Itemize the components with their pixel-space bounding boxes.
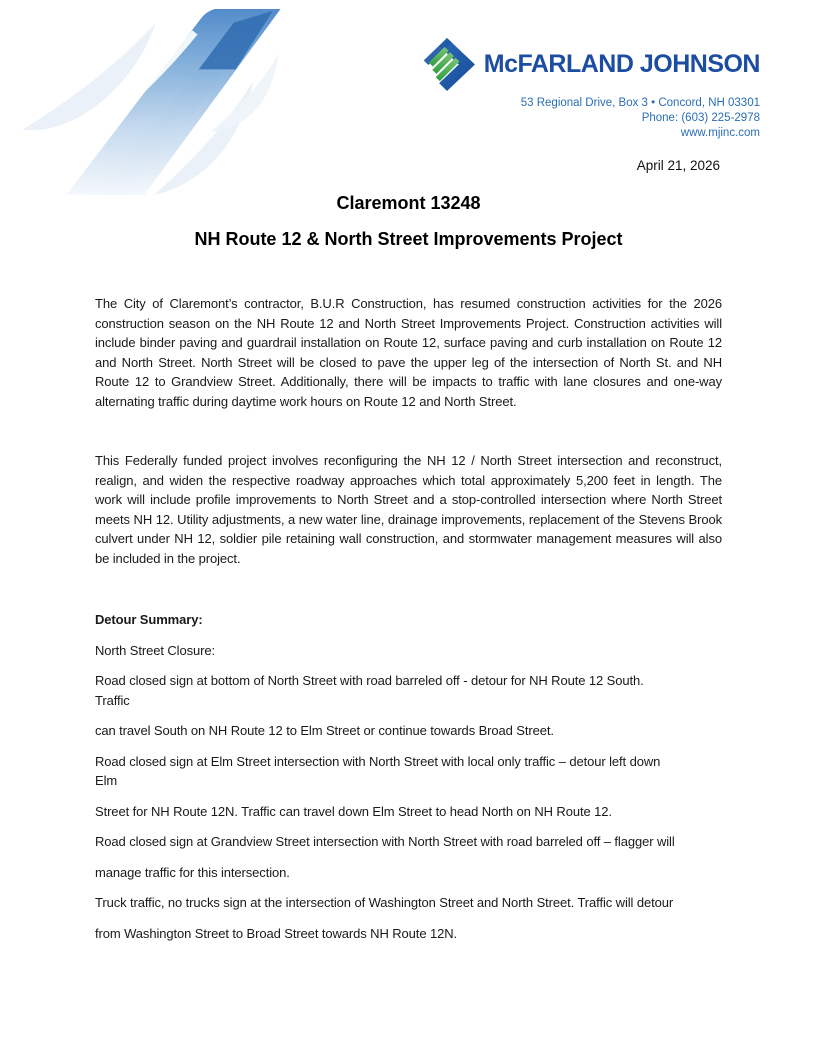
detour-line-4: Road closed sign at Elm Street intersection with North Street with local only traffic – detour left down — [95, 753, 661, 769]
detour-line-6: Street for NH Route 12N. Traffic can travel down Elm Street to head North on NH Route 12. — [95, 803, 612, 819]
letterhead — [418, 38, 760, 141]
letter-body — [95, 294, 722, 943]
detour-line-2: Traffic — [95, 692, 130, 708]
detour-line-5: Elm — [95, 773, 118, 788]
detour-summary-heading: Detour Summary: — [95, 612, 203, 627]
detour-line-1: Road closed sign at bottom of North Street with road barreled off - detour for NH Route 12 South. — [95, 673, 644, 688]
detour-line-7: Road closed sign at Grandview Street intersection with North Street with road barreled off – flagger will — [95, 834, 675, 849]
detour-line-8: manage traffic for this intersection. — [95, 864, 290, 880]
detour-line-3: can travel South on NH Route 12 to Elm Street or continue towards Broad Street. — [95, 723, 554, 738]
detour-line-9: Truck traffic, no trucks sign at the intersection of Washington Street and North Street. Traffic will detour — [95, 895, 674, 910]
north-street-closure-label: North Street Closure: — [95, 642, 216, 658]
brand-row — [418, 38, 760, 91]
address-line: 53 Regional Drive, Box 3 • Concord, NH 03301 — [520, 97, 760, 109]
address-block — [418, 96, 760, 141]
project-number-title: Claremont 13248 — [336, 193, 481, 213]
letter-date: April 21, 2026 — [636, 158, 720, 173]
brand-name: McFARLAND JOHNSON — [483, 50, 760, 78]
paragraph-1: The City of Claremont’s contractor, B.U.R Construction, has resumed construction activities for the 2026 construction season on the NH Route 12 and North Street Improvements Project. Construction activities will include binder paving and guardrail installation on Route 12, surface paving and curb installation on Route 12 and North Street. North Street will be closed to pave the upper leg of the intersection of North St. and NH Route 12 to Grandview Street. Additionally, there will be impacts to traffic with lane closures and one-way alternating traffic during daytime work hours on Route 12 and North Street. — [95, 296, 722, 409]
project-name-title: NH Route 12 & North Street Improvements Project — [194, 229, 623, 249]
website-line: www.mjinc.com — [680, 127, 760, 139]
mcfarland-johnson-logo-icon — [418, 38, 476, 91]
paragraph-2: This Federally funded project involves reconfiguring the NH 12 / North Street intersection and reconstruct, realign, and widen the respective roadway approaches which total approximately 5,200 feet in length. The work will include profile improvements to North Street and a stop-controlled intersection where North Street meets NH 12. Utility adjustments, a new water line, drainage improvements, replacement of the Stevens Brook culvert under NH 12, soldier pile retaining wall construction, and stormwater management measures will also be included in the project. — [95, 453, 722, 566]
detour-line-10: from Washington Street to Broad Street towards NH Route 12N. — [95, 925, 458, 941]
phone-line: Phone: (603) 225-2978 — [641, 112, 760, 124]
